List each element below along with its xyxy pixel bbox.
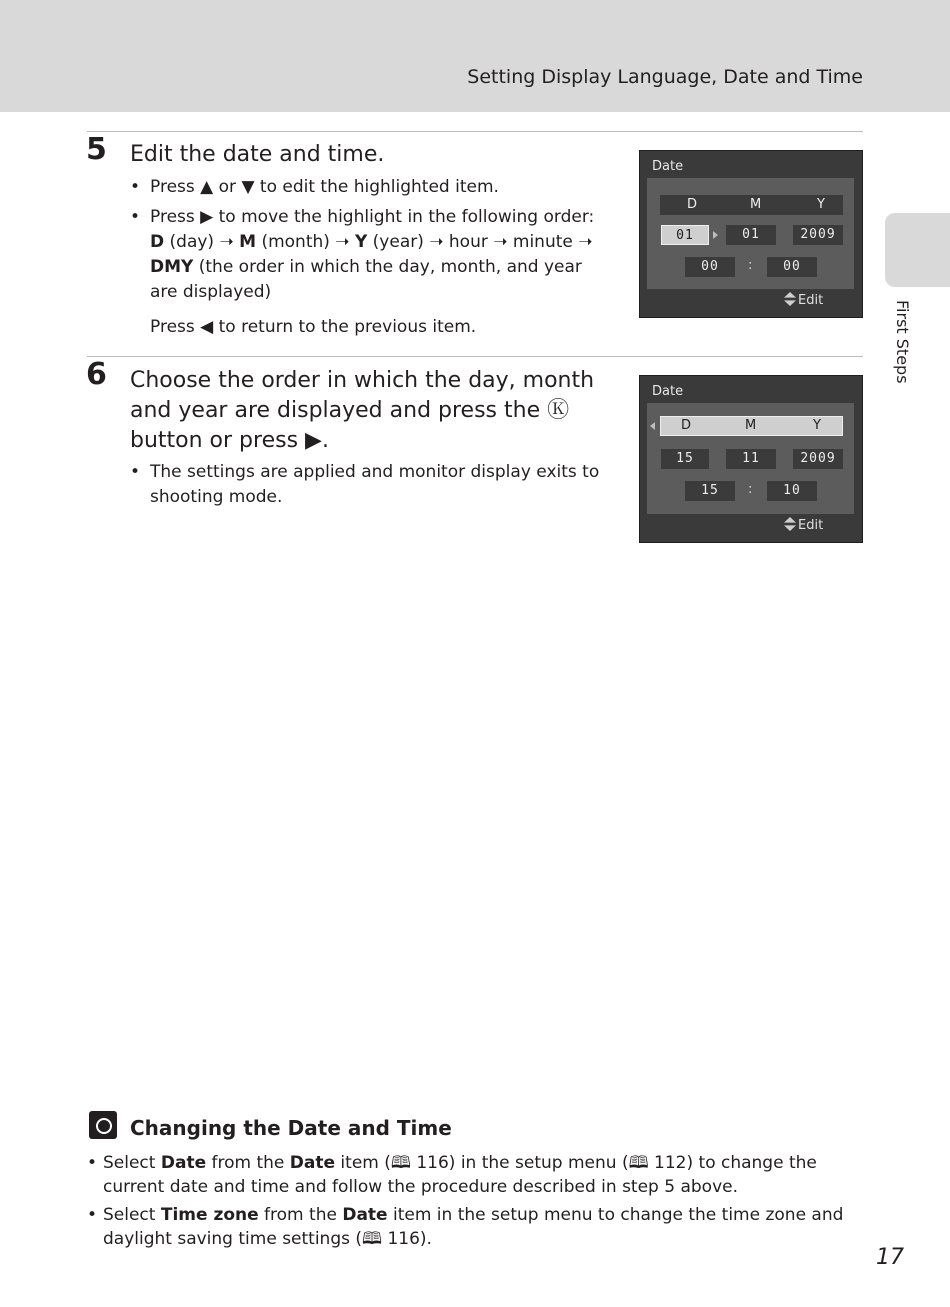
page-header [0, 0, 950, 112]
up-down-icon [784, 292, 796, 306]
note-icon [89, 1111, 117, 1139]
year-field: 2009 [793, 225, 843, 245]
ok-button-icon: Ⓚ [547, 398, 570, 423]
right-arrow-icon: ▶ [200, 207, 214, 227]
screen-footer: Edit [784, 292, 823, 308]
step-6-bullet: • The settings are applied and monitor display exits to shooting mode. [130, 460, 610, 510]
order-y: Y [813, 418, 821, 433]
step-6-title: Choose the order in which the day, month and year are displayed and press the Ⓚ button or press ▶. [130, 368, 595, 453]
day-field: 15 [661, 449, 709, 469]
screen-title: Date [652, 384, 684, 399]
note-item: • Select Date from the Date item (🕮 116) in the setup menu (🕮 112) to change the current date and time and follow the procedure described in step 5 above. [87, 1151, 867, 1199]
book-icon: 🕮 [390, 1153, 411, 1173]
screen-title: Date [652, 159, 684, 174]
hour-field: 15 [685, 481, 735, 501]
note-list [87, 1151, 867, 1255]
up-down-icon [784, 517, 796, 531]
left-arrow-icon: ◀ [200, 317, 214, 337]
step-5-title: Edit the date and time. [130, 142, 385, 167]
camera-screen-1 [639, 150, 863, 318]
year-field: 2009 [793, 449, 843, 469]
hour-field: 00 [685, 257, 735, 277]
month-field: 11 [726, 449, 776, 469]
screen-panel [647, 403, 854, 514]
screen-footer: Edit [784, 517, 823, 533]
time-separator: : [748, 258, 753, 273]
step-6-number: 6 [86, 357, 107, 392]
section-tab-label: First Steps [893, 300, 912, 384]
header-title: Setting Display Language, Date and Time [467, 66, 863, 88]
page-number: 17 [876, 1245, 904, 1270]
note-title: Changing the Date and Time [130, 1116, 452, 1140]
book-icon: 🕮 [628, 1153, 649, 1173]
down-arrow-icon: ▼ [241, 177, 255, 197]
step-5-bullet: • Press ▶ to move the highlight in the following order: D (day) ➝ M (month) ➝ Y (year) ➝ hour ➝ minute ➝ DMY (the order in which the day, month, and year are displayed) [130, 205, 610, 305]
month-field: 01 [726, 225, 776, 245]
note-item: • Select Time zone from the Date item in the setup menu to change the time zone and daylight saving time settings (🕮 116). [87, 1203, 867, 1251]
step-5-bullets [130, 175, 610, 310]
order-m: M [745, 418, 757, 433]
minute-field: 10 [767, 481, 817, 501]
order-d: D [681, 418, 692, 433]
order-y: Y [817, 197, 825, 212]
step-5-bullet: • Press ▲ or ▼ to edit the highlighted item. [130, 175, 610, 200]
order-d: D [687, 197, 698, 212]
step-5-number: 5 [86, 132, 107, 167]
section-tab [885, 213, 950, 287]
up-arrow-icon: ▲ [200, 177, 214, 197]
screen-panel [647, 178, 854, 289]
divider [87, 356, 863, 357]
right-arrow-icon: ▶ [305, 428, 322, 453]
right-caret-icon [713, 231, 718, 239]
minute-field: 00 [767, 257, 817, 277]
camera-screen-2 [639, 375, 863, 543]
day-field: 01 [661, 225, 709, 245]
step-5-extra: Press ◀ to return to the previous item. [150, 317, 477, 337]
step-6-bullets [130, 460, 610, 515]
divider [87, 131, 863, 132]
order-m: M [750, 197, 762, 212]
time-separator: : [748, 482, 753, 497]
book-icon: 🕮 [362, 1229, 383, 1249]
left-caret-icon [650, 422, 655, 430]
